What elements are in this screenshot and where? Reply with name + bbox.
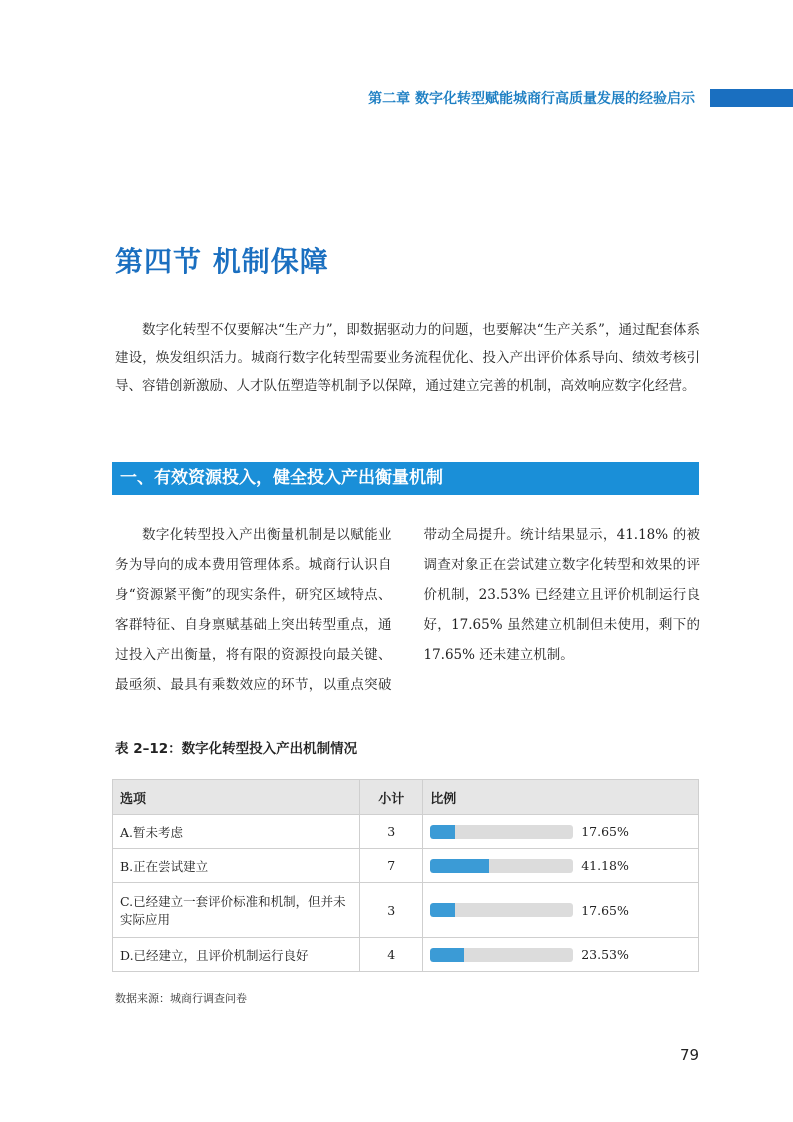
table-header-row bbox=[113, 780, 699, 815]
ratio-bar-track bbox=[430, 948, 573, 962]
header-ratio: 比例 bbox=[423, 780, 699, 815]
intro-paragraph: 数字化转型不仅要解决“生产力”，即数据驱动力的问题，也要解决“生产关系”，通过配套体系建设，焕发组织活力。城商行数字化转型需要业务流程优化、投入产出评价体系导向、绩效考核引导、容错创新激励、人才队伍塑造等机制予以保障，通过建立完善的机制，高效响应数字化经营。 bbox=[115, 322, 700, 394]
table-row bbox=[113, 849, 699, 883]
table-caption: 表 2–12：数字化转型投入产出机制情况 bbox=[115, 741, 358, 757]
ratio-bar-fill bbox=[430, 903, 455, 917]
section-title: 第四节 机制保障 bbox=[115, 245, 329, 278]
row-ratio bbox=[423, 938, 699, 972]
header-count: 小计 bbox=[360, 780, 423, 815]
subsection-title: 一、有效资源投入，健全投入产出衡量机制 bbox=[112, 462, 699, 495]
mechanism-table bbox=[112, 779, 699, 972]
ratio-label: 41.18% bbox=[581, 858, 629, 873]
ratio-bar-track bbox=[430, 903, 573, 917]
row-option: B.正在尝试建立 bbox=[113, 849, 360, 883]
table-row bbox=[113, 938, 699, 972]
ratio-bar-track bbox=[430, 859, 573, 873]
table-row bbox=[113, 883, 699, 938]
page-number: 79 bbox=[680, 1046, 700, 1064]
row-count: 7 bbox=[360, 849, 423, 883]
row-ratio bbox=[423, 883, 699, 938]
row-option: D.已经建立，且评价机制运行良好 bbox=[113, 938, 360, 972]
row-count: 4 bbox=[360, 938, 423, 972]
ratio-label: 17.65% bbox=[581, 902, 629, 918]
ratio-label: 23.53% bbox=[581, 947, 629, 962]
ratio-bar-track bbox=[430, 825, 573, 839]
row-ratio bbox=[423, 815, 699, 849]
data-source: 数据来源：城商行调查问卷 bbox=[115, 992, 247, 1005]
table-row bbox=[113, 815, 699, 849]
body-paragraph: 数字化转型投入产出衡量机制是以赋能业务为导向的成本费用管理体系。城商行认识自身“资源紧平衡”的现实条件，研究区域特点、客群特征、自身禀赋基础上突出转型重点，通过投入产出衡量，将有限的资源投向最关键、最亟须、最具有乘数效应的环节，以重点突破带动全局提升。统计结果显示，41.18% 的被调查对象正在尝试建立数字化转型和效果的评价机制，23.53% 已经建立且评价机制运行良好，17.65% 虽然建立机制但未使用，剩下的 17.65% 还未建立机制。 bbox=[115, 527, 700, 693]
row-option: A.暂未考虑 bbox=[113, 815, 360, 849]
ratio-bar-fill bbox=[430, 825, 455, 839]
row-option: C.已经建立一套评价标准和机制，但并未实际应用 bbox=[113, 883, 360, 938]
header-option: 选项 bbox=[113, 780, 360, 815]
row-ratio bbox=[423, 849, 699, 883]
ratio-label: 17.65% bbox=[581, 824, 629, 839]
ratio-bar-fill bbox=[430, 948, 464, 962]
row-count: 3 bbox=[360, 815, 423, 849]
ratio-bar-fill bbox=[430, 859, 489, 873]
row-count: 3 bbox=[360, 883, 423, 938]
chapter-accent-bar bbox=[710, 89, 793, 107]
chapter-header: 第二章 数字化转型赋能城商行高质量发展的经验启示 bbox=[368, 91, 695, 107]
